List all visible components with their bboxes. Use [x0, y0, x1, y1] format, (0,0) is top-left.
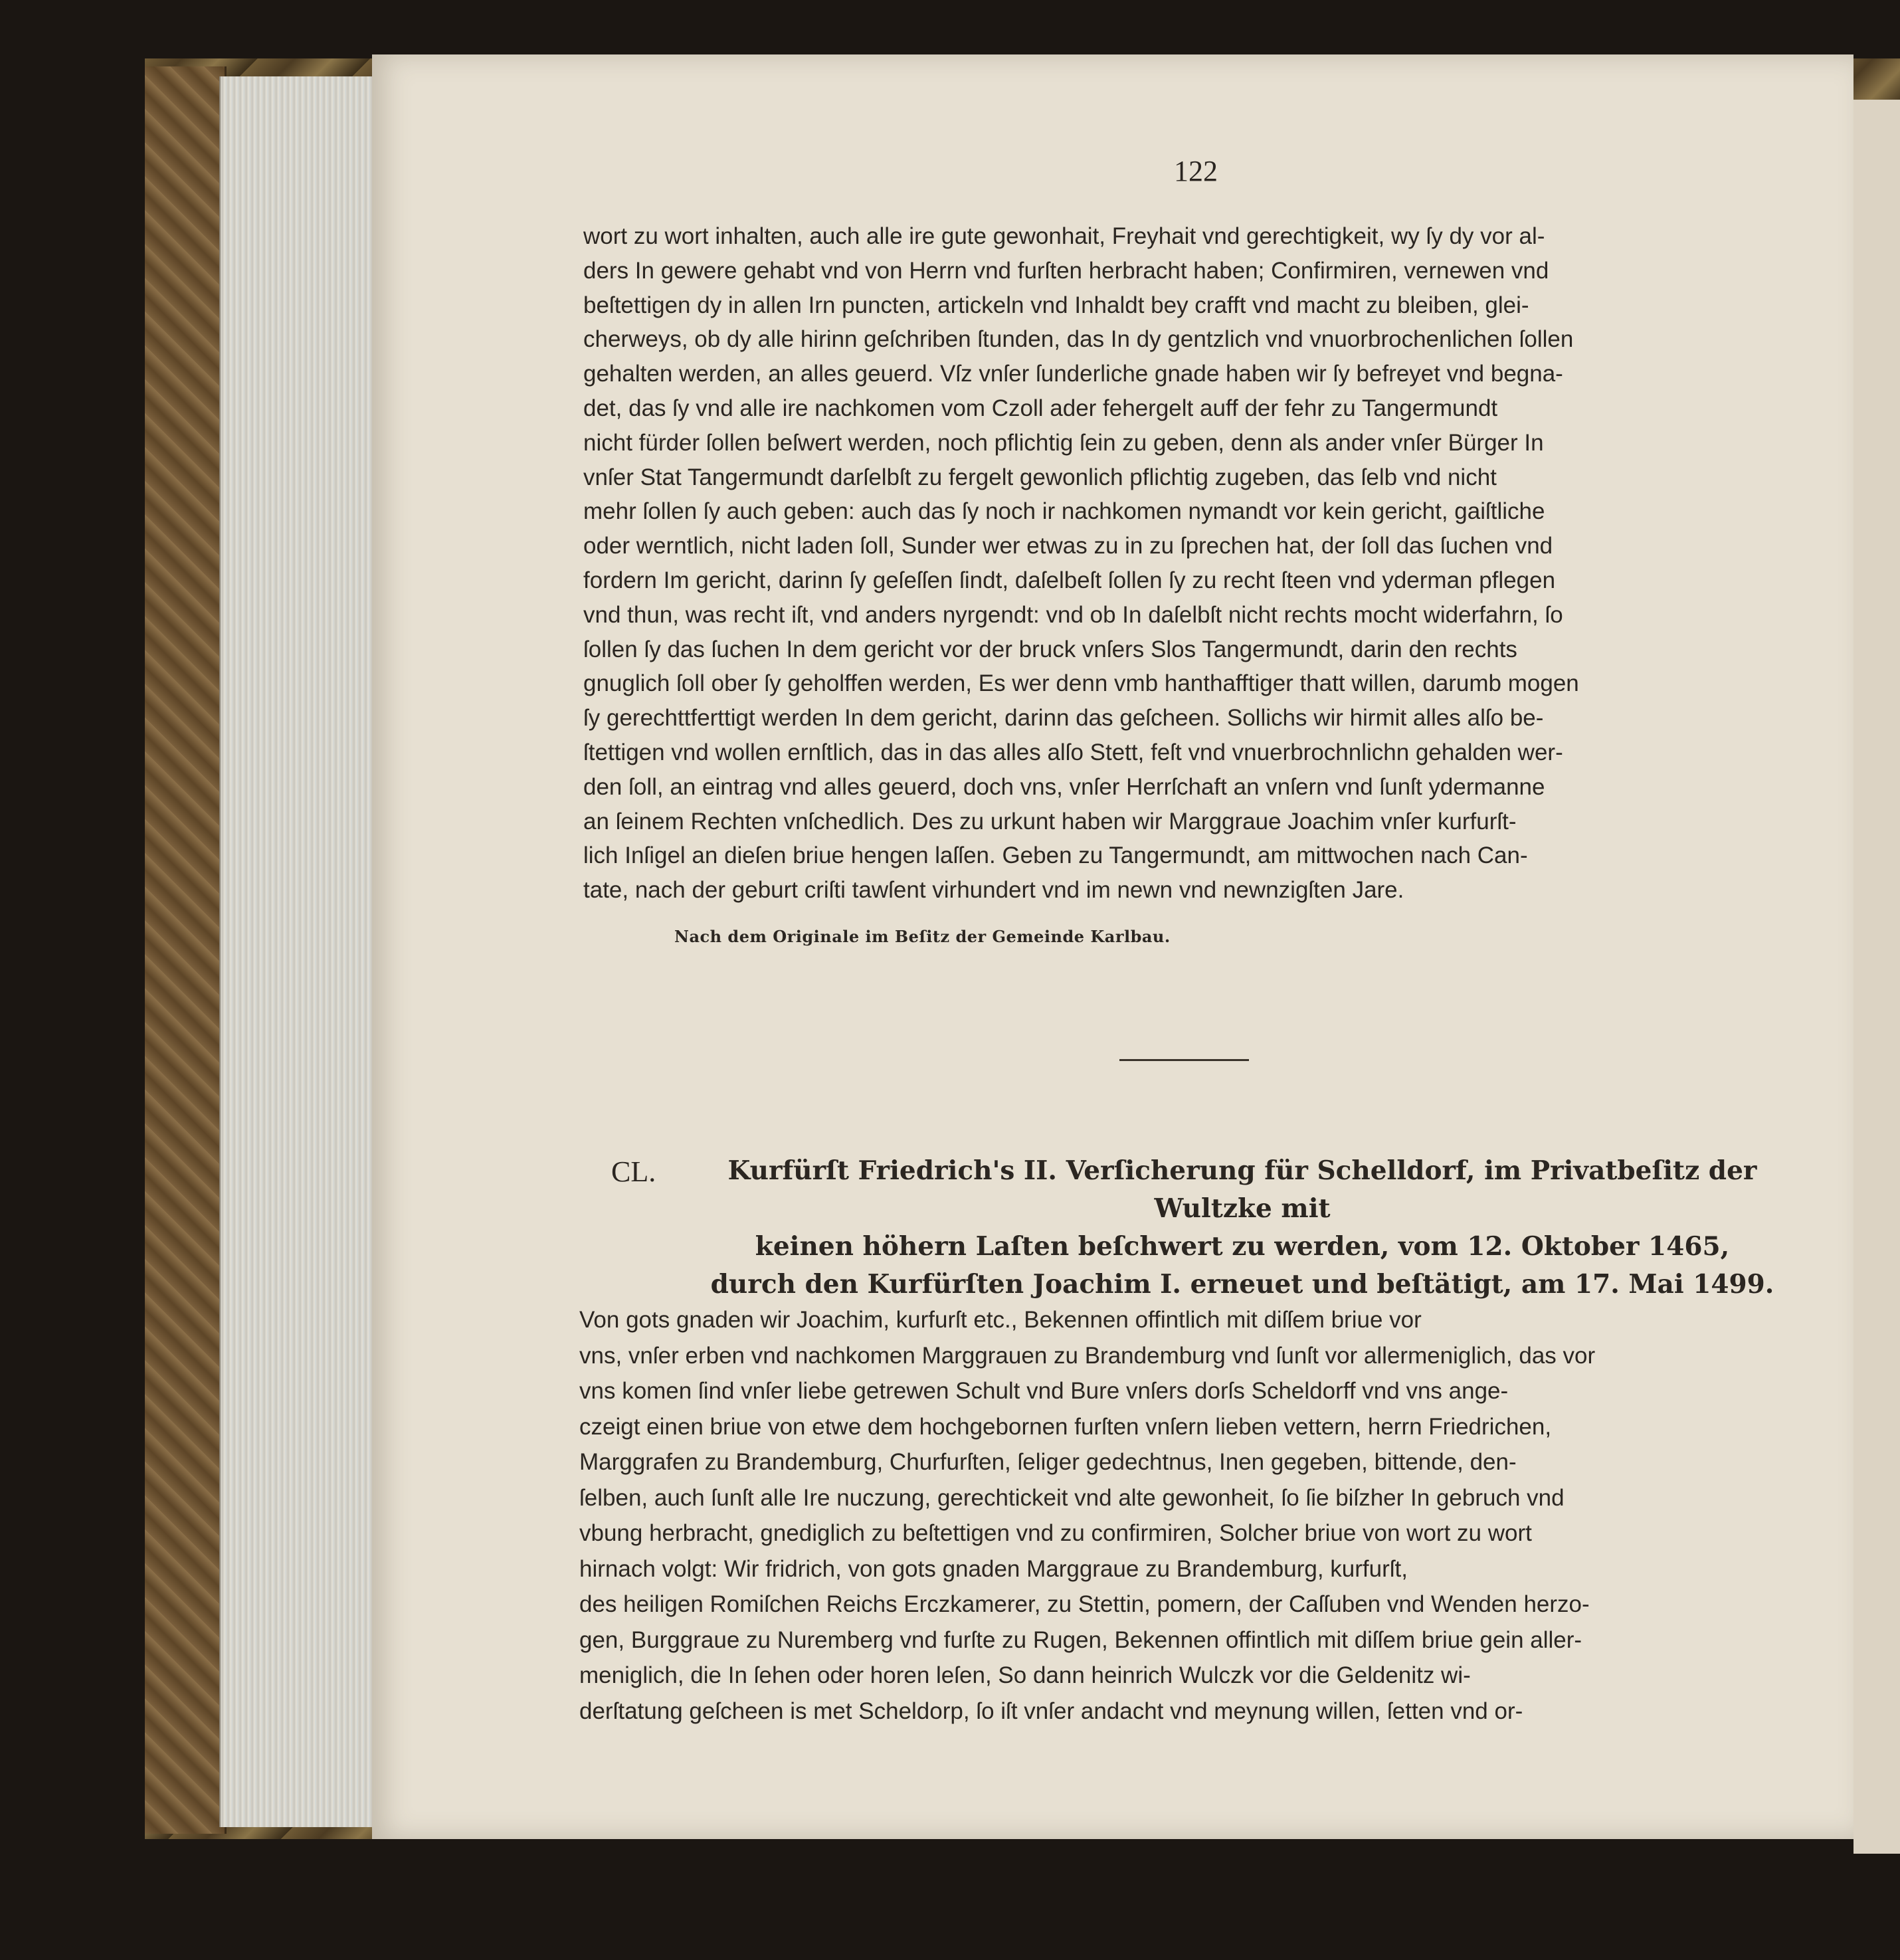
- page-number: 122: [1174, 155, 1218, 187]
- document-heading-line-3: durch den Kurfürſten Joachim I. erneuet und beſtätigt, am 17. Mai 1499.: [710, 1269, 1774, 1300]
- book-spine: [145, 66, 227, 1834]
- document-heading-line-1: Kurfürſt Friedrich's II. Verſicherung für Schelldorf, im Privatbeſitz der Wultzke mit: [727, 1155, 1757, 1224]
- document-heading-line-2: keinen höhern Laſten beſchwert zu werden, vom 12. Oktober 1465,: [755, 1231, 1730, 1262]
- page-edges: [219, 76, 380, 1827]
- letter-text-continuation: wort zu wort inhalten, auch alle ire gute gewonhait, Freyhait vnd gerechtigkeit, wy ſy dy vor al- ders In gewere gehabt vnd von Herrn vnd furſten herbracht haben; Confirmiren, vernewen vnd beſtettigen dy in allen Irn puncten, artickeln vnd Inhaldt bey crafft vnd macht zu bleiben, glei- cherweys, ob dy alle hirinn geſchriben ſtunden, das In dy gentzlich vnd vnuorbrochenlichen ſollen gehalten werden, an alles geuerd. Vſz vnſer ſunderliche gnade haben wir ſy befreyet vnd begna- det, das ſy vnd alle ire nachkomen vom Czoll ader fehergelt auff der fehr zu Tangermundt nicht fürder ſollen beſwert werden, noch pflichtig ſein zu geben, denn als ander vnſer Bürger In vnſer Stat Tangermundt darſelbſt zu fergelt gewonlich pflichtig zugeben, das ſelb vnd nicht mehr ſollen ſy auch geben: auch das ſy noch ir nachkomen nymandt vor kein gericht, gaiſtliche oder werntlich, nicht laden ſoll, Sunder wer etwas zu in zu ſprechen hat, der ſoll das ſuchen vnd fordern Im gericht, darinn ſy geſeſſen ſindt, daſelbeſt ſollen ſy zu recht ſteen vnd yderman pflegen vnd thun, was recht iſt, vnd anders nyrgendt: vnd ob In daſelbſt nicht rechts mocht widerfahrn, ſo ſollen ſy das ſuchen In dem gericht vor der bruck vnſers Slos Tangermundt, darin den rechts gnuglich ſoll ober ſy geholffen werden, Es wer denn vmb hanthafftiger thatt willen, darumb mogen ſy gerechttferttigt werden In dem gericht, darinn das geſcheen. Sollichs wir hirmit alles alſo be- ſtettigen vnd wollen ernſtlich, das in das alles alſo Stett, feſt vnd vnuerbrochnlichn gehalden wer- den ſoll, an eintrag vnd alles geuerd, doch vns, vnſer Herrſchaft an vnſern vnd ſunſt ydermanne an ſeinem Rechten vnſchedlich. Des zu urkunt haben wir Marggraue Joachim vnſer kurfurſt- lich Inſigel an dieſen briue hengen laſſen. Geben zu Tangermundt, am mittwochen nach Can- tate, nach der geburt criſti tawſent virhundert vnd im newn vnd newnzigſten Jare.: [583, 223, 1579, 904]
- document-heading: [678, 1152, 1807, 1304]
- facing-page-edge: [1853, 100, 1900, 1854]
- document-number: CL.: [611, 1155, 656, 1188]
- section-divider: [1119, 1059, 1249, 1061]
- source-note: Nach dem Originale im Beſitz der Gemeinde Karlbau.: [674, 927, 1171, 946]
- document-body-text: Von gots gnaden wir Joachim, kurfurſt etc., Bekennen offintlich mit diſſem briue vor vns, vnſer erben vnd nachkomen Marggrauen zu Brandemburg vnd ſunſt vor allermeniglich, das vor vns komen ſind vnſer liebe getrewen Schult vnd Bure vnſers dorſs Scheldorff vnd vns ange- czeigt einen briue von etwe dem hochgebornen furſten vnſern lieben vettern, herrn Friedrichen, Marggrafen zu Brandemburg, Churfurſten, ſeliger gedechtnus, Inen gegeben, bittende, den- ſelben, auch ſunſt alle Ire nuczung, gerechtickeit vnd alte gewonheit, ſo ſie biſzher In gebruch vnd vbung herbracht, gnediglich zu beſtettigen vnd zu confirmiren, Solcher briue von wort zu wort hirnach volgt: Wir fridrich, von gots gnaden Marggraue zu Brandemburg, kurfurſt, des heiligen Romiſchen Reichs Erczkamerer, zu Stettin, pomern, der Caſſuben vnd Wenden herzo- gen, Burggraue zu Nuremberg vnd furſte zu Rugen, Bekennen offintlich mit diſſem briue gein aller- meniglich, die In ſehen oder horen leſen, So dann heinrich Wulczk vor die Geldenitz wi- derſtatung geſcheen is met Scheldorp, ſo iſt vnſer andacht vnd meynung willen, ſetten vnd or-: [579, 1307, 1596, 1724]
